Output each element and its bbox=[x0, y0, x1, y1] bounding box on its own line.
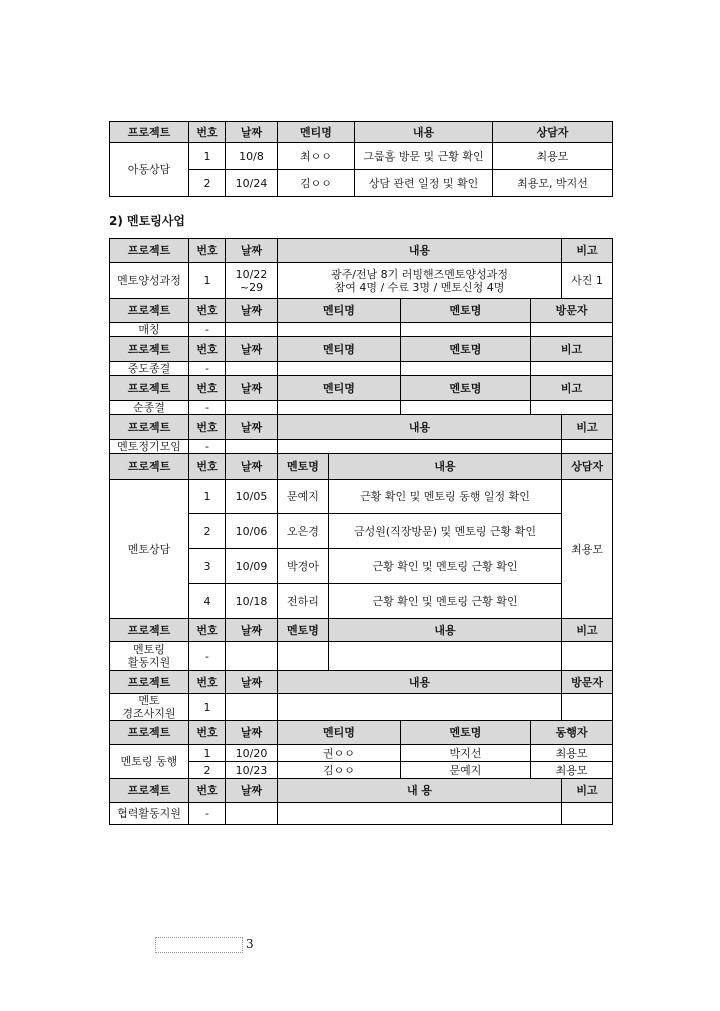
header-counselor: 상담자 bbox=[493, 122, 613, 143]
header-project: 프로젝트 bbox=[110, 122, 189, 143]
header-date: 날짜 bbox=[226, 454, 278, 480]
project-cell: 순종결 bbox=[110, 401, 189, 415]
header-project: 프로젝트 bbox=[110, 337, 189, 362]
cell-date: 10/8 bbox=[226, 143, 278, 170]
cell-companion: 최용모 bbox=[531, 745, 613, 762]
cell-date bbox=[226, 803, 278, 825]
cell-date: 10/20 bbox=[226, 745, 278, 762]
header-number: 번호 bbox=[189, 415, 226, 440]
cell-mentor bbox=[401, 401, 531, 415]
cell-number: 1 bbox=[189, 263, 226, 299]
header-date: 날짜 bbox=[226, 299, 278, 323]
cell-mentee: 김ㅇㅇ bbox=[278, 762, 401, 779]
header-mentee: 멘티명 bbox=[278, 299, 401, 323]
cell-note bbox=[531, 362, 613, 376]
project-cell: 멘토링 활동지원 bbox=[110, 642, 189, 671]
header-mentor: 멘토명 bbox=[278, 454, 329, 480]
cell-note bbox=[562, 642, 613, 671]
cell-counselor: 최용모 bbox=[493, 143, 613, 170]
header-mentee: 멘티명 bbox=[278, 376, 401, 401]
header-date: 날짜 bbox=[226, 122, 278, 143]
cell-date: 10/06 bbox=[226, 514, 278, 549]
cell-number: 4 bbox=[189, 584, 226, 619]
cell-number: - bbox=[189, 323, 226, 337]
header-content: 내용 bbox=[278, 671, 562, 694]
section-title: 2) 멘토링사업 bbox=[109, 214, 185, 228]
header-date: 날짜 bbox=[226, 619, 278, 642]
cell-date: 10/09 bbox=[226, 549, 278, 584]
header-project: 프로젝트 bbox=[110, 415, 189, 440]
header-note: 비고 bbox=[562, 239, 613, 263]
cell-counselor: 최용모 bbox=[562, 480, 613, 619]
header-counselor: 상담자 bbox=[562, 454, 613, 480]
header-number: 번호 bbox=[189, 454, 226, 480]
cell-date bbox=[226, 440, 278, 454]
cell-date bbox=[226, 694, 278, 721]
header-project: 프로젝트 bbox=[110, 299, 189, 323]
header-content: 내용 bbox=[278, 239, 562, 263]
counseling-table bbox=[109, 121, 613, 197]
cell-mentee: 김ㅇㅇ bbox=[278, 170, 355, 197]
header-mentor: 멘토명 bbox=[401, 376, 531, 401]
header-date: 날짜 bbox=[226, 376, 278, 401]
header-date: 날짜 bbox=[226, 779, 278, 803]
cell-companion: 최용모 bbox=[531, 762, 613, 779]
cell-mentor: 박지선 bbox=[401, 745, 531, 762]
header-project: 프로젝트 bbox=[110, 779, 189, 803]
cell-number: - bbox=[189, 642, 226, 671]
cell-number: 1 bbox=[189, 480, 226, 514]
cell-mentor bbox=[278, 642, 329, 671]
project-cell: 멘토 경조사지원 bbox=[110, 694, 189, 721]
cell-number: - bbox=[189, 401, 226, 415]
project-cell: 중도종결 bbox=[110, 362, 189, 376]
header-note: 비고 bbox=[562, 415, 613, 440]
header-date: 날짜 bbox=[226, 239, 278, 263]
cell-date: 10/18 bbox=[226, 584, 278, 619]
cell-number: - bbox=[189, 803, 226, 825]
cell-content bbox=[329, 642, 562, 671]
cell-date: 10/24 bbox=[226, 170, 278, 197]
cell-date: 10/22 ~29 bbox=[226, 263, 278, 299]
header-note: 비고 bbox=[562, 779, 613, 803]
header-note: 비고 bbox=[531, 376, 613, 401]
cell-mentee: 권ㅇㅇ bbox=[278, 745, 401, 762]
header-content: 내용 bbox=[329, 619, 562, 642]
header-number: 번호 bbox=[189, 779, 226, 803]
header-note: 비고 bbox=[531, 337, 613, 362]
cell-number: 2 bbox=[189, 170, 226, 197]
cell-number: 1 bbox=[189, 745, 226, 762]
cell-mentor: 문예지 bbox=[401, 762, 531, 779]
header-number: 번호 bbox=[189, 239, 226, 263]
cell-date bbox=[226, 642, 278, 671]
cell-date bbox=[226, 401, 278, 415]
cell-visitor bbox=[562, 694, 613, 721]
project-cell: 멘토링 동행 bbox=[110, 745, 189, 779]
cell-content bbox=[278, 440, 562, 454]
header-visitor: 방문자 bbox=[531, 299, 613, 323]
cell-content: 그룹홈 방문 및 근황 확인 bbox=[355, 143, 493, 170]
header-date: 날짜 bbox=[226, 671, 278, 694]
cell-mentor: 전하리 bbox=[278, 584, 329, 619]
header-visitor: 방문자 bbox=[562, 671, 613, 694]
header-companion: 동행자 bbox=[531, 721, 613, 745]
project-cell: 매칭 bbox=[110, 323, 189, 337]
project-cell: 멘토상담 bbox=[110, 480, 189, 619]
header-mentee: 멘티명 bbox=[278, 337, 401, 362]
cell-content: 광주/전남 8기 러빙핸즈멘토양성과정 참여 4명 / 수료 3명 / 멘토신청 4명 bbox=[278, 263, 562, 299]
header-number: 번호 bbox=[189, 122, 226, 143]
cell-content: 근황 확인 및 멘토링 근황 확인 bbox=[329, 549, 562, 584]
header-mentor: 멘토명 bbox=[401, 299, 531, 323]
cell-mentee bbox=[278, 362, 401, 376]
cell-content: 금성원(직장방문) 및 멘토링 근황 확인 bbox=[329, 514, 562, 549]
cell-number: 2 bbox=[189, 762, 226, 779]
header-project: 프로젝트 bbox=[110, 721, 189, 745]
cell-date bbox=[226, 323, 278, 337]
project-cell: 협력활동지원 bbox=[110, 803, 189, 825]
header-content: 내용 bbox=[329, 454, 562, 480]
cell-date: 10/05 bbox=[226, 480, 278, 514]
cell-content: 근황 확인 및 멘토링 동행 일정 확인 bbox=[329, 480, 562, 514]
cell-mentor: 오은경 bbox=[278, 514, 329, 549]
project-cell: 멘토정기모임 bbox=[110, 440, 189, 454]
cell-note: 사진 1 bbox=[562, 263, 613, 299]
header-number: 번호 bbox=[189, 721, 226, 745]
cell-mentor bbox=[401, 362, 531, 376]
cell-date bbox=[226, 362, 278, 376]
header-project: 프로젝트 bbox=[110, 376, 189, 401]
header-mentor: 멘토명 bbox=[278, 619, 329, 642]
header-mentee: 멘티명 bbox=[278, 122, 355, 143]
header-date: 날짜 bbox=[226, 337, 278, 362]
cell-number: 1 bbox=[189, 143, 226, 170]
header-date: 날짜 bbox=[226, 415, 278, 440]
header-project: 프로젝트 bbox=[110, 239, 189, 263]
cell-counselor: 최용모, 박지선 bbox=[493, 170, 613, 197]
header-number: 번호 bbox=[189, 299, 226, 323]
header-project: 프로젝트 bbox=[110, 619, 189, 642]
cell-number: - bbox=[189, 362, 226, 376]
header-content: 내용 bbox=[355, 122, 493, 143]
header-mentee: 멘티명 bbox=[278, 721, 401, 745]
cell-date: 10/23 bbox=[226, 762, 278, 779]
cell-number: 2 bbox=[189, 514, 226, 549]
header-number: 번호 bbox=[189, 337, 226, 362]
cell-content: 근황 확인 및 멘토링 근황 확인 bbox=[329, 584, 562, 619]
header-project: 프로젝트 bbox=[110, 671, 189, 694]
header-mentor: 멘토명 bbox=[401, 721, 531, 745]
cell-mentee: 최ㅇㅇ bbox=[278, 143, 355, 170]
header-content: 내용 bbox=[278, 415, 562, 440]
page-number: 3 bbox=[246, 937, 254, 951]
cell-note bbox=[562, 440, 613, 454]
cell-visitor bbox=[531, 323, 613, 337]
cell-mentor: 문예지 bbox=[278, 480, 329, 514]
cell-mentor: 박경아 bbox=[278, 549, 329, 584]
cell-number: 1 bbox=[189, 694, 226, 721]
cell-number: - bbox=[189, 440, 226, 454]
mentoring-table bbox=[109, 238, 613, 825]
header-number: 번호 bbox=[189, 671, 226, 694]
header-date: 날짜 bbox=[226, 721, 278, 745]
cell-content bbox=[278, 803, 562, 825]
cell-mentee bbox=[278, 323, 401, 337]
footer-box bbox=[155, 937, 243, 953]
header-note: 비고 bbox=[562, 619, 613, 642]
header-content: 내 용 bbox=[278, 779, 562, 803]
cell-mentor bbox=[401, 323, 531, 337]
project-cell: 멘토양성과정 bbox=[110, 263, 189, 299]
cell-mentee bbox=[278, 401, 401, 415]
cell-note bbox=[531, 401, 613, 415]
header-number: 번호 bbox=[189, 376, 226, 401]
header-number: 번호 bbox=[189, 619, 226, 642]
project-cell: 아동상담 bbox=[110, 143, 189, 197]
header-mentor: 멘토명 bbox=[401, 337, 531, 362]
cell-number: 3 bbox=[189, 549, 226, 584]
cell-content: 상담 관련 일정 및 확인 bbox=[355, 170, 493, 197]
cell-content bbox=[278, 694, 562, 721]
header-project: 프로젝트 bbox=[110, 454, 189, 480]
cell-note bbox=[562, 803, 613, 825]
